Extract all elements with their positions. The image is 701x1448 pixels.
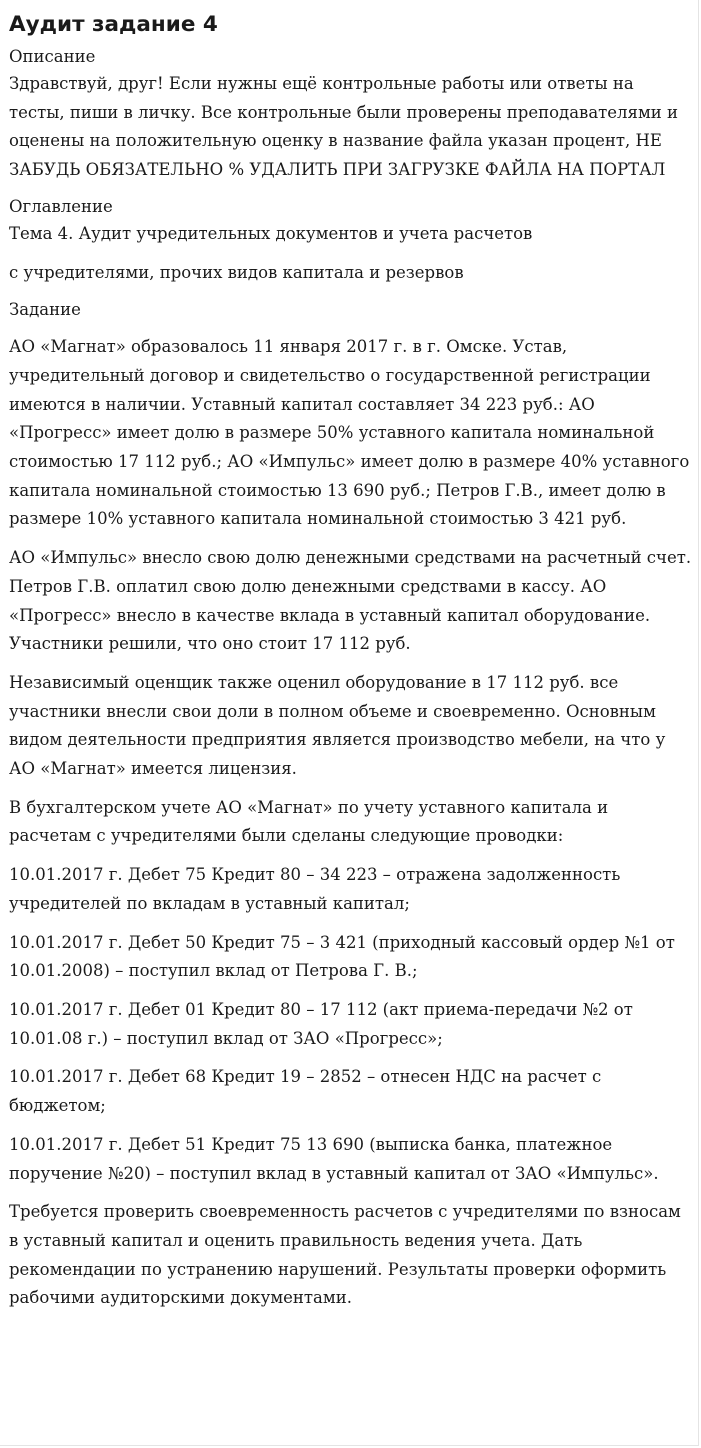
entry-paragraph-4: 10.01.2017 г. Дебет 68 Кредит 19 – 2852 – отнесен НДС на расчет с бюджетом;	[9, 1067, 602, 1116]
description-label: Описание	[9, 47, 96, 66]
task-paragraph-3: Независимый оценщик также оценил оборудование в 17 112 руб. все участники внесли свои доли в полном объеме и своевременно. Основным видом деятельности предприятия является производство мебели, на что у АО «Магнат» имеется лицензия.	[9, 672, 666, 779]
entry-paragraph-5: 10.01.2017 г. Дебет 51 Кредит 75 13 690 (выписка банка, платежное поручение №20) – поступил вклад в уставный капитал от ЗАО «Импульс».	[9, 1134, 659, 1183]
toc-line-2: с учредителями, прочих видов капитала и резервов	[9, 263, 464, 283]
entry-paragraph-1: 10.01.2017 г. Дебет 75 Кредит 80 – 34 223 – отражена задолженность учредителей по вкладам в уставный капитал;	[9, 865, 621, 913]
entry-paragraph-3: 10.01.2017 г. Дебет 01 Кредит 80 – 17 112 (акт приема-передачи №2 от 10.01.08 г.) – поступил вклад от ЗАО «Прогресс»;	[9, 999, 633, 1048]
task-paragraph-4: В бухгалтерском учете АО «Магнат» по учету уставного капитала и расчетам с учредителями были сделаны следующие проводки:	[9, 797, 609, 846]
task-label: Задание	[9, 300, 81, 320]
entry-paragraph-2: 10.01.2017 г. Дебет 50 Кредит 75 – 3 421 (приходный кассовый ордер №1 от 10.01.2008) – поступил вклад от Петрова Г. В.;	[9, 932, 675, 981]
description-text: Здравствуй, друг! Если нужны ещё контрольные работы или ответы на тесты, пиши в личку. Все контрольные были проверены преподавателями и оценены на положительную оценку в название файла указан процент, НЕ ЗАБУДЬ ОБЯЗАТЕЛЬНО % УДАЛИТЬ ПРИ ЗАГРУЗКЕ ФАЙЛА НА ПОРТАЛ	[9, 74, 679, 180]
toc-line-1: Тема 4. Аудит учредительных документов и учета расчетов	[9, 224, 533, 244]
task-paragraph-2: АО «Импульс» внесло свою долю денежными средствами на расчетный счет. Петров Г.В. оплатил свою долю денежными средствами в кассу. АО «Прогресс» внесло в качестве вклада в уставный капитал оборудование. Участники решили, что оно стоит 17 112 руб.	[9, 548, 692, 654]
document-content	[9, 8, 694, 1313]
toc-label: Оглавление	[9, 197, 113, 217]
page-title: Аудит задание 4	[9, 12, 218, 37]
requirement-paragraph: Требуется проверить своевременность расчетов с учредителями по взносам в уставный капитал и оценить правильность ведения учета. Дать рекомендации по устранению нарушений. Результаты проверки оформить рабочими аудиторскими документами.	[9, 1202, 681, 1308]
task-paragraph-1: АО «Магнат» образовалось 11 января 2017 г. в г. Омске. Устав, учредительный договор и свидетельство о государственной регистрации имеются в наличии. Уставный капитал составляет 34 223 руб.: АО «Прогресс» имеет долю в размере 50% уставного капитала номинальной стоимостью 17 112 руб.; АО «Импульс» имеет долю в размере 40% уставного капитала номинальной стоимостью 13 690 руб.; Петров Г.В., имеет долю в размере 10% уставного капитала номинальной стоимостью 3 421 руб.	[9, 337, 690, 529]
